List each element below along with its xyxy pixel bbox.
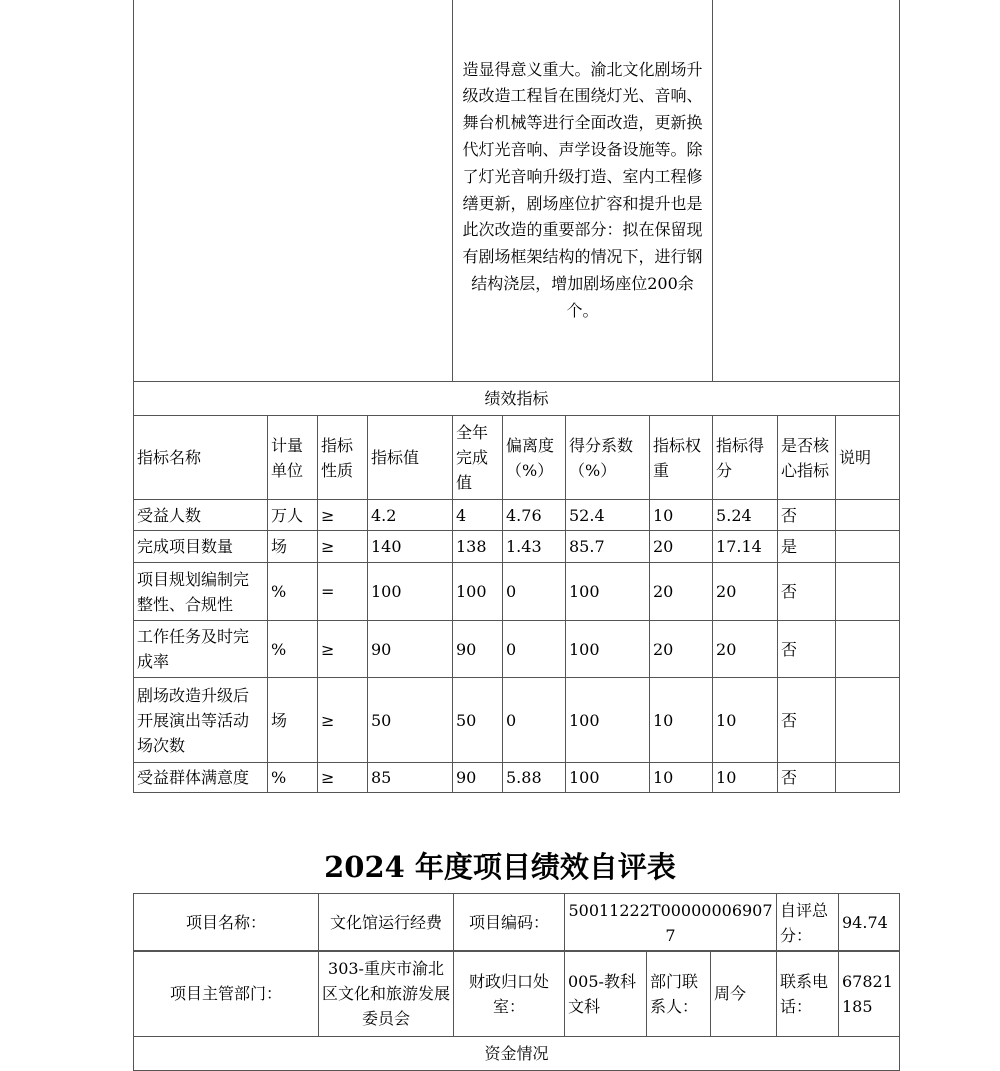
header-note: 说明 — [836, 416, 900, 500]
cell-target: 140 — [368, 531, 453, 563]
contact-value: 周今 — [711, 951, 777, 1037]
cell-coef: 100 — [566, 563, 650, 621]
cell-score: 10 — [713, 678, 778, 763]
cell-target: 50 — [368, 678, 453, 763]
cell-nature: ≥ — [318, 678, 368, 763]
cell-actual: 90 — [453, 621, 503, 678]
project-description: 造显得意义重大。渝北文化剧场升级改造工程旨在围绕灯光、音响、舞台机械等进行全面改造，更新换代灯光音响、声学设备设施等。除了灯光音响升级打造、室内工程修缮更新，剧场座位扩容和提升也是此次改造的重要部分：拟在保留现有剧场框架结构的情况下，进行钢结构浇层，增加剧场座位200余个。 — [453, 0, 713, 382]
header-actual: 全年完成值 — [453, 416, 503, 500]
cell-unit: % — [268, 763, 318, 793]
cell-target: 85 — [368, 763, 453, 793]
dept-label: 项目主管部门： — [134, 951, 319, 1037]
header-nature: 指标性质 — [318, 416, 368, 500]
cell-core: 否 — [778, 500, 836, 531]
dept-value: 303-重庆市渝北区文化和旅游发展委员会 — [319, 951, 454, 1037]
header-weight: 指标权重 — [650, 416, 713, 500]
cell-coef: 52.4 — [566, 500, 650, 531]
blank-cell-right — [713, 0, 900, 382]
table-header-row — [134, 416, 900, 500]
self-score-label: 自评总分： — [777, 894, 839, 952]
project-info-table — [133, 893, 900, 952]
project-dept-table — [133, 950, 900, 1071]
header-score: 指标得分 — [713, 416, 778, 500]
project-code-value: 50011222T000000069077 — [565, 894, 777, 952]
cell-actual: 90 — [453, 763, 503, 793]
cell-score: 17.14 — [713, 531, 778, 563]
performance-indicator-table — [133, 0, 900, 793]
cell-core: 否 — [778, 678, 836, 763]
cell-note — [836, 500, 900, 531]
cell-deviation: 0 — [503, 563, 566, 621]
cell-score: 5.24 — [713, 500, 778, 531]
header-name: 指标名称 — [134, 416, 268, 500]
cell-deviation: 0 — [503, 678, 566, 763]
cell-deviation: 5.88 — [503, 763, 566, 793]
cell-note — [836, 763, 900, 793]
department-row — [134, 951, 900, 1037]
cell-note — [836, 531, 900, 563]
cell-unit: 万人 — [268, 500, 318, 531]
cell-coef: 100 — [566, 763, 650, 793]
cell-nature: ≥ — [318, 763, 368, 793]
cell-weight: 20 — [650, 531, 713, 563]
cell-target: 100 — [368, 563, 453, 621]
project-name-row — [134, 894, 900, 952]
finance-label: 财政归口处室： — [454, 951, 565, 1037]
cell-target: 4.2 — [368, 500, 453, 531]
cell-nature: ≥ — [318, 621, 368, 678]
phone-value: 67821185 — [839, 951, 900, 1037]
contact-label: 部门联系人： — [647, 951, 711, 1037]
self-score-value: 94.74 — [839, 894, 900, 952]
table-row — [134, 531, 900, 563]
cell-name: 受益群体满意度 — [134, 763, 268, 793]
cell-note — [836, 621, 900, 678]
cell-coef: 100 — [566, 678, 650, 763]
table-row — [134, 678, 900, 763]
cell-coef: 85.7 — [566, 531, 650, 563]
description-row — [134, 0, 900, 382]
cell-unit: 场 — [268, 531, 318, 563]
cell-unit: 场 — [268, 678, 318, 763]
cell-nature: ≥ — [318, 500, 368, 531]
cell-actual: 50 — [453, 678, 503, 763]
cell-actual: 138 — [453, 531, 503, 563]
cell-core: 否 — [778, 621, 836, 678]
phone-label: 联系电话： — [777, 951, 839, 1037]
cell-score: 20 — [713, 563, 778, 621]
cell-name: 剧场改造升级后开展演出等活动场次数 — [134, 678, 268, 763]
funds-section-title: 资金情况 — [134, 1037, 900, 1071]
header-target: 指标值 — [368, 416, 453, 500]
cell-actual: 4 — [453, 500, 503, 531]
header-unit: 计量单位 — [268, 416, 318, 500]
cell-core: 是 — [778, 531, 836, 563]
cell-score: 10 — [713, 763, 778, 793]
cell-name: 完成项目数量 — [134, 531, 268, 563]
cell-target: 90 — [368, 621, 453, 678]
table-row — [134, 500, 900, 531]
cell-nature: ≥ — [318, 531, 368, 563]
blank-cell-left — [134, 0, 453, 382]
cell-actual: 100 — [453, 563, 503, 621]
form-title: 2024 年度项目绩效自评表 — [324, 850, 676, 884]
cell-core: 否 — [778, 763, 836, 793]
cell-nature: = — [318, 563, 368, 621]
project-code-label: 项目编码： — [454, 894, 565, 952]
cell-note — [836, 678, 900, 763]
cell-coef: 100 — [566, 621, 650, 678]
cell-deviation: 0 — [503, 621, 566, 678]
header-coef: 得分系数（%） — [566, 416, 650, 500]
table-row — [134, 563, 900, 621]
header-core: 是否核心指标 — [778, 416, 836, 500]
cell-name: 受益人数 — [134, 500, 268, 531]
cell-core: 否 — [778, 563, 836, 621]
cell-weight: 20 — [650, 621, 713, 678]
cell-weight: 10 — [650, 763, 713, 793]
cell-deviation: 4.76 — [503, 500, 566, 531]
section-title-indicators: 绩效指标 — [134, 382, 900, 416]
cell-weight: 20 — [650, 563, 713, 621]
project-name-value: 文化馆运行经费 — [319, 894, 454, 952]
project-name-label: 项目名称： — [134, 894, 319, 952]
cell-weight: 10 — [650, 500, 713, 531]
finance-value: 005-教科文科 — [565, 951, 647, 1037]
cell-weight: 10 — [650, 678, 713, 763]
table-row — [134, 621, 900, 678]
table-row — [134, 763, 900, 793]
cell-note — [836, 563, 900, 621]
cell-deviation: 1.43 — [503, 531, 566, 563]
cell-unit: % — [268, 621, 318, 678]
cell-unit: % — [268, 563, 318, 621]
cell-name: 工作任务及时完成率 — [134, 621, 268, 678]
header-deviation: 偏离度（%） — [503, 416, 566, 500]
cell-name: 项目规划编制完整性、合规性 — [134, 563, 268, 621]
cell-score: 20 — [713, 621, 778, 678]
